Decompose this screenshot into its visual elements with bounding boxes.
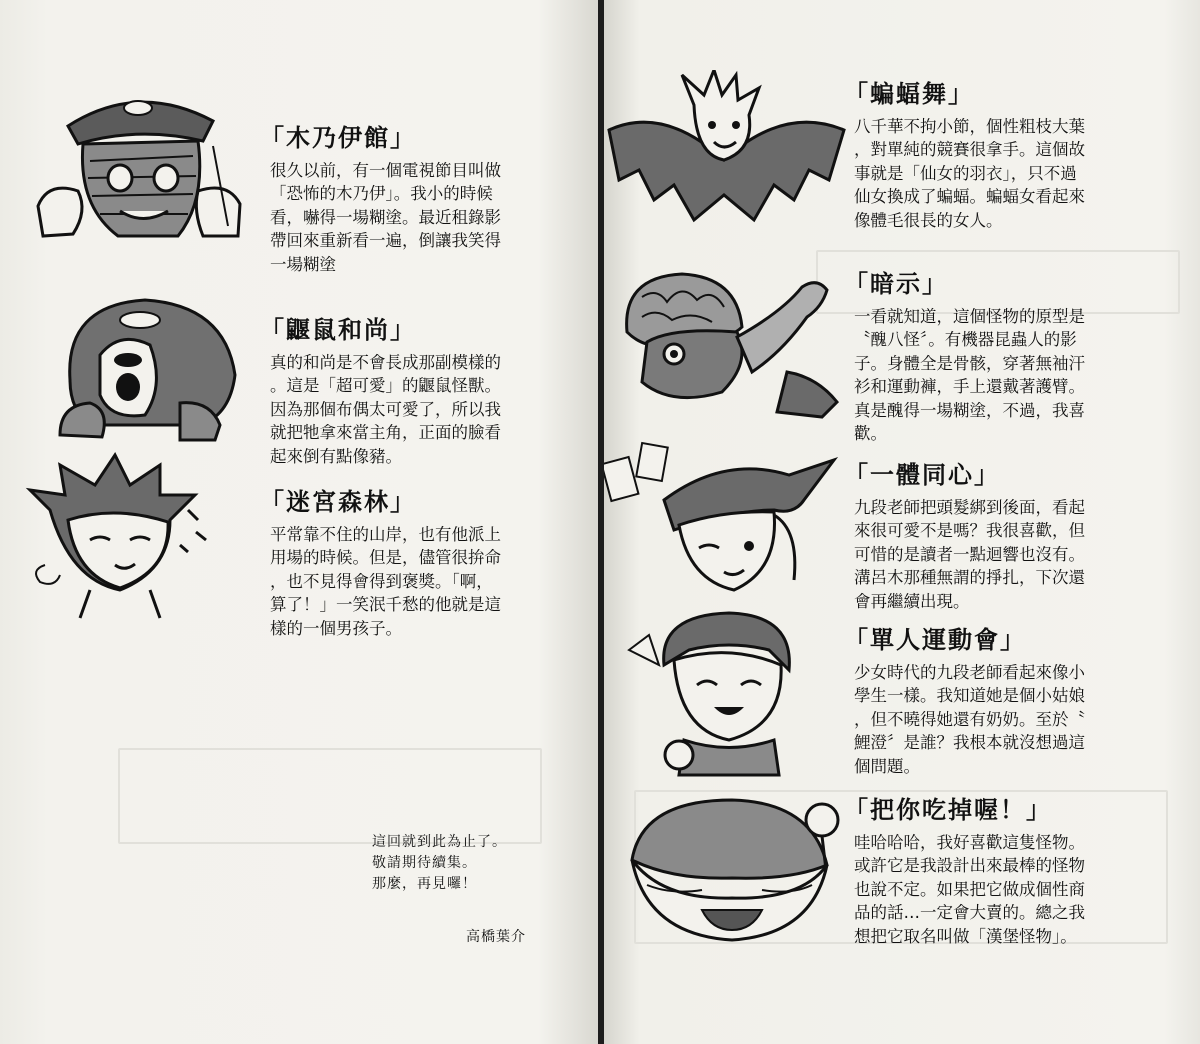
closing-line: 敬請期待續集。 bbox=[372, 855, 477, 871]
entry-line: 真是醜得一場糊塗，不過，我喜 bbox=[854, 400, 1085, 420]
entry-line: 或許它是我設計出來最棒的怪物 bbox=[854, 856, 1085, 876]
entry-line: 〝醜八怪〞。有機器昆蟲人的影 bbox=[854, 330, 1077, 350]
author-signature: 高橋葉介 bbox=[466, 929, 526, 945]
entry-line: 個問題。 bbox=[854, 756, 920, 776]
closing-message bbox=[372, 832, 507, 895]
entry-body bbox=[854, 115, 1085, 232]
bleed-through-box bbox=[118, 748, 542, 844]
entry-line: 事就是「仙女的羽衣」，只不過 bbox=[854, 163, 1077, 183]
brain-monster-character-icon bbox=[612, 262, 852, 422]
entry-body bbox=[854, 831, 1085, 948]
entry-body bbox=[270, 523, 501, 640]
boy-character-icon bbox=[20, 450, 220, 620]
entry-line: 子。身體全是骨骸，穿著無袖汗 bbox=[854, 353, 1085, 373]
entry-line: 一看就知道，這個怪物的原型是 bbox=[854, 307, 1085, 326]
entry-one-heart bbox=[844, 455, 1085, 613]
entry-line: 也說不定。如果把它做成個性商 bbox=[854, 879, 1085, 899]
entry-title: 「蝙蝠舞」 bbox=[844, 80, 974, 108]
entry-line: 很久以前，有一個電視節目叫做 bbox=[270, 161, 501, 180]
mole-monk-character-icon bbox=[50, 285, 250, 445]
mummy-character-icon bbox=[28, 86, 258, 246]
entry-title: 「一體同心」 bbox=[844, 461, 1000, 489]
entry-line: 用場的時候。但是，儘管很拚命 bbox=[270, 548, 501, 568]
entry-line: 想把它取名叫做「漢堡怪物」。 bbox=[854, 926, 1077, 946]
entry-line: ，對單純的競賽很拿手。這個故 bbox=[854, 140, 1085, 160]
entry-eat-you bbox=[844, 790, 1085, 948]
entry-line: 因為那個布偶太可愛了，所以我 bbox=[270, 399, 501, 419]
entry-line: 衫和運動褲，手上還戴著護臂。 bbox=[854, 377, 1085, 397]
entry-line: 哇哈哈哈，我好喜歡這隻怪物。 bbox=[854, 833, 1085, 852]
entry-line: 歡。 bbox=[854, 424, 887, 444]
entry-line: 一場糊塗 bbox=[270, 254, 336, 274]
entry-body bbox=[270, 159, 501, 276]
entry-line: 仙女換成了蝙蝠。蝙蝠女看起來 bbox=[854, 187, 1085, 207]
entry-line: 學生一樣。我知道她是個小姑娘 bbox=[854, 686, 1085, 706]
entry-maze-forest bbox=[260, 482, 501, 640]
entry-line: 帶回來重新看一遍，倒讓我笑得 bbox=[270, 231, 501, 251]
entry-bat-dance bbox=[844, 74, 1085, 232]
closing-line: 這回就到此為止了。 bbox=[372, 834, 507, 850]
entry-line: 看，嚇得一場糊塗。最近租錄影 bbox=[270, 207, 501, 227]
entry-body bbox=[854, 305, 1085, 445]
left-page bbox=[0, 0, 598, 1044]
entry-line: 溝呂木那種無謂的掙扎，下次還 bbox=[854, 568, 1085, 588]
entry-title: 「單人運動會」 bbox=[844, 626, 1026, 654]
entry-line: ，但不曉得她還有奶奶。至於〝 bbox=[854, 709, 1085, 729]
entry-line: ，也不見得會得到褒獎。「啊， bbox=[270, 571, 493, 591]
entry-line: 就把牠拿來當主角，正面的臉看 bbox=[270, 423, 501, 443]
entry-title: 「迷宮森林」 bbox=[260, 488, 416, 516]
entry-body bbox=[270, 351, 501, 468]
entry-title: 「木乃伊館」 bbox=[260, 124, 416, 152]
entry-line: 品的話…一定會大賣的。總之我 bbox=[854, 903, 1085, 923]
entry-title: 「把你吃掉喔！」 bbox=[844, 796, 1052, 824]
entry-line: 可惜的是讀者一點迴響也沒有。 bbox=[854, 544, 1085, 564]
entry-line: 九段老師把頭髮綁到後面，看起 bbox=[854, 498, 1085, 517]
entry-line: 八千華不拘小節，個性粗枝大葉 bbox=[854, 117, 1085, 136]
entry-line: 。這是「超可愛」的鼴鼠怪獸。 bbox=[270, 376, 501, 396]
entry-title: 「鼴鼠和尚」 bbox=[260, 316, 416, 344]
young-girl-character-icon bbox=[619, 605, 839, 785]
entry-line: 像體毛很長的女人。 bbox=[854, 210, 1003, 230]
entry-line: 起來倒有點像豬。 bbox=[270, 446, 402, 466]
entry-line: 「恐怖的木乃伊」。我小的時候 bbox=[270, 184, 493, 204]
entry-body bbox=[854, 661, 1085, 778]
girl-with-cards-character-icon bbox=[604, 440, 844, 600]
closing-line: 那麼，再見囉！ bbox=[372, 876, 477, 892]
entry-line: 樣的一個男孩子。 bbox=[270, 618, 402, 638]
entry-hint bbox=[844, 264, 1085, 445]
right-page bbox=[604, 0, 1200, 1044]
entry-mummy-hall bbox=[260, 118, 501, 276]
entry-line: 真的和尚是不會長成那副模樣的 bbox=[270, 353, 501, 372]
entry-mole-monk bbox=[260, 310, 501, 468]
entry-line: 鯉澄〞是誰？我根本就沒想過這 bbox=[854, 733, 1085, 753]
entry-title: 「暗示」 bbox=[844, 270, 948, 298]
entry-line: 會再繼續出現。 bbox=[854, 591, 970, 611]
entry-line: 來很可愛不是嗎？我很喜歡，但 bbox=[854, 521, 1085, 541]
entry-line: 平常靠不住的山岸，也有他派上 bbox=[270, 525, 501, 544]
hamburger-monster-character-icon bbox=[612, 790, 852, 950]
entry-line: 算了！」一笑泯千愁的他就是這 bbox=[270, 595, 501, 615]
bat-girl-character-icon bbox=[604, 70, 849, 230]
entry-body bbox=[854, 496, 1085, 613]
entry-line: 少女時代的九段老師看起來像小 bbox=[854, 663, 1085, 682]
entry-solo-sports-day bbox=[844, 620, 1085, 778]
